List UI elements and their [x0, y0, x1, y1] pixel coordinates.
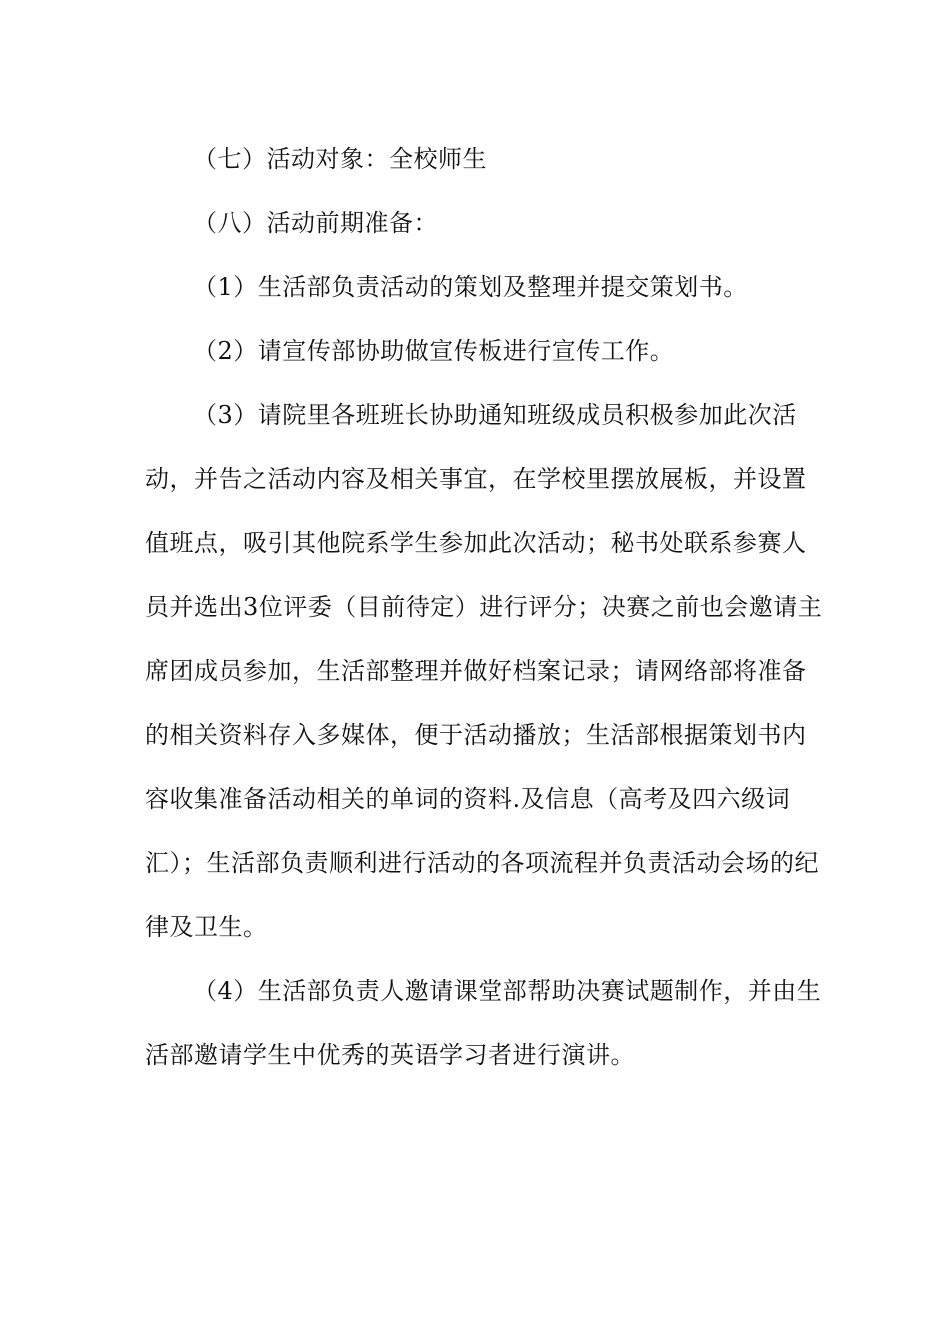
- document-body: [145, 127, 825, 1087]
- paragraph-activity-target: （七）活动对象：全校师生: [193, 145, 487, 173]
- paragraph-item-1: （1）生活部负责活动的策划及整理并提交策划书。: [193, 273, 748, 301]
- paragraph-preparation-heading: （八）活动前期准备：: [193, 209, 438, 237]
- paragraph-item-4: （4）生活部负责人邀请课堂部帮助决赛试题制作，并由生活部邀请学生中优秀的英语学习者进行演讲。: [145, 977, 822, 1069]
- paragraph-item-2: （2）请宣传部协助做宣传板进行宣传工作。: [193, 337, 675, 365]
- paragraph-item-3: （3）请院里各班班长协助通知班级成员积极参加此次活动，并告之活动内容及相关事宜，在学校里摆放展板，并设置值班点，吸引其他院系学生参加此次活动；秘书处联系参赛人员并选出3位评委（目前待定）进行评分；决赛之前也会邀请主席团成员参加，生活部整理并做好档案记录；请网络部将准备的相关资料存入多媒体，便于活动播放；生活部根据策划书内容收集准备活动相关的单词的资料.及信息（高考及四六级词汇）；生活部负责顺利进行活动的各项流程并负责活动会场的纪律及卫生。: [145, 401, 823, 941]
